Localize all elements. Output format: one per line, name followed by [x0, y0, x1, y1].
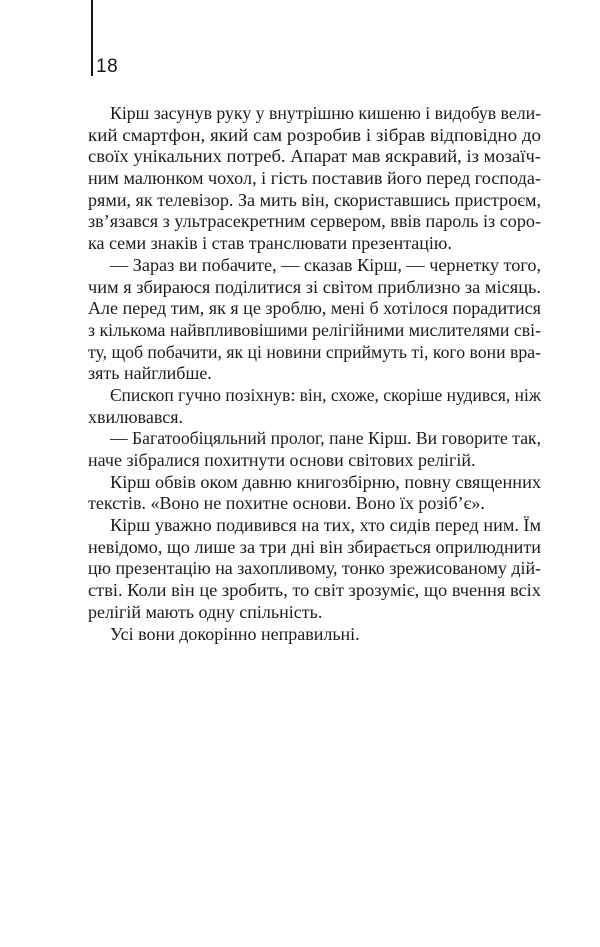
text-line: хвилювався.: [88, 406, 183, 427]
text-line: — Зараз ви побачите, — сказав Кірш, — чернетку того,: [110, 254, 541, 275]
text-line: своїх унікальних потреб. Апарат мав яскравий, із мозаїч-: [88, 146, 541, 167]
text-line: Єпископ гучно позіхнув: він, схоже, скоріше нудився, ніж: [110, 384, 541, 405]
paragraph: [88, 624, 541, 646]
text-line: Кірш засунув руку у внутрішню кишеню і видобув вели-: [110, 103, 541, 123]
text-line: ту, щоб побачити, як ці новини сприймуть ті, кого вони вра-: [88, 341, 541, 362]
text-line: стві. Коли він це зробить, то світ зрозуміє, що вчення всіх: [88, 580, 541, 601]
text-line: невідомо, що лише за три дні він збирається оприлюднити: [88, 536, 541, 557]
text-line: Кірш обвів оком давню книгозбірню, повну священних: [110, 471, 541, 492]
text-line: кий смартфон, який сам розробив і зібрав відповідно до: [88, 124, 541, 145]
text-line: ним малюнком чохол, і гість поставив його перед господа-: [88, 168, 541, 189]
text-line: текстів. «Воно не похитне основи. Воно їх розіб’є».: [88, 493, 485, 514]
text-line: Але перед тим, як я це зроблю, мені б хотілося порадитися: [88, 298, 541, 319]
paragraph: [88, 255, 541, 385]
text-line: чим я збираюся поділитися зі світом приблизно за місяць.: [88, 276, 541, 297]
text-line: цю презентацію на захопливому, тонко зрежисованому дій-: [88, 558, 541, 579]
text-line: зв’язався з ультрасекретним сервером, ввів пароль із соро-: [88, 211, 541, 232]
paragraph: [88, 385, 541, 428]
text-line: — Багатообіцяльний пролог, пане Кірш. Ви говорите так,: [110, 428, 541, 449]
text-line: Кірш уважно подивився на тих, хто сидів перед ним. Їм: [110, 515, 541, 536]
text-line: рями, як телевізор. За мить він, скориставшись пристроєм,: [88, 189, 541, 210]
text-line: Усі вони докорінно неправильні.: [110, 623, 360, 644]
text-line: ка семи знаків і став транслювати презентацію.: [88, 233, 452, 254]
paragraph: [88, 472, 541, 515]
text-line: зять найглибше.: [88, 363, 212, 384]
paragraph: [88, 515, 541, 623]
page-number: 18: [96, 56, 119, 77]
margin-rule: [91, 0, 93, 76]
paragraph: [88, 103, 541, 255]
text-block: [88, 103, 541, 645]
paragraph: [88, 428, 541, 471]
text-line: релігій мають одну спільність.: [88, 601, 323, 622]
text-line: з кількома найвпливовішими релігійними мислителями сві-: [88, 319, 541, 340]
text-line: наче зібралися похитнути основи світових релігій.: [88, 450, 476, 470]
